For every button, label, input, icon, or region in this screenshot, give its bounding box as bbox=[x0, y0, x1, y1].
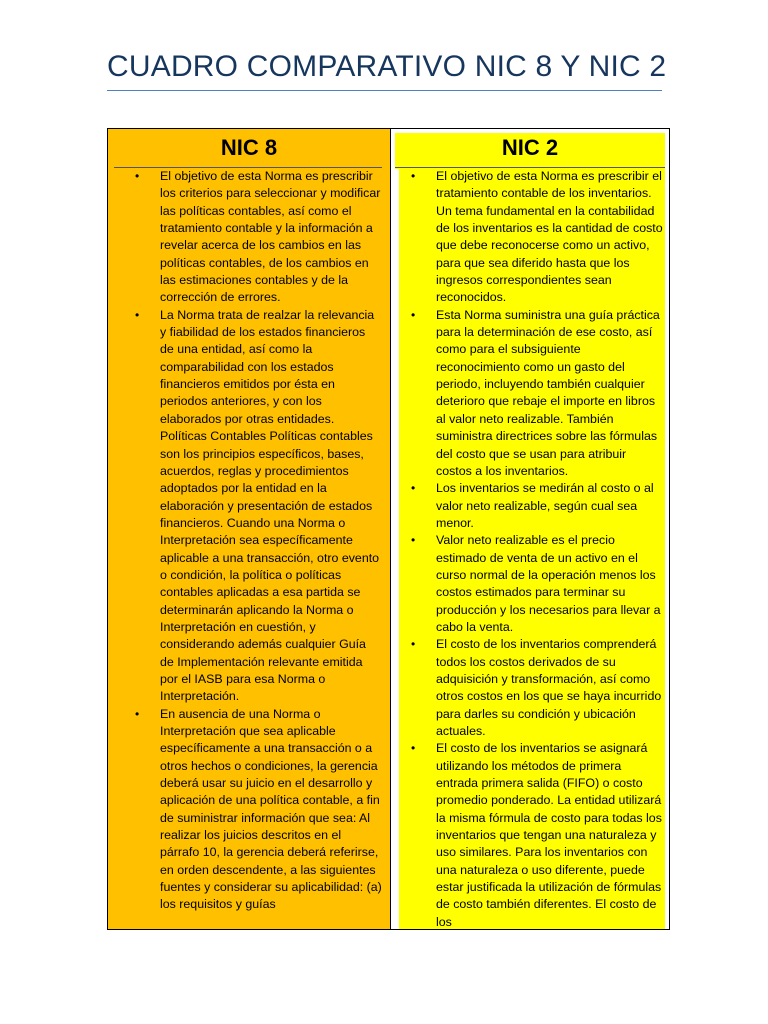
bullet-icon: • bbox=[411, 307, 416, 322]
list-item bbox=[135, 307, 382, 706]
list-item bbox=[411, 532, 663, 636]
bullet-icon: • bbox=[411, 741, 416, 756]
title-underline bbox=[107, 90, 662, 91]
list-item-text: Valor neto realizable es el precio estimado de venta de un activo en el curso normal de la operación menos los costos estimados para terminar su producción y los necesarios para llevar a cabo la venta. bbox=[436, 533, 661, 634]
nic8-header: NIC 8 bbox=[220, 135, 278, 160]
list-item-text: En ausencia de una Norma o Interpretación que sea aplicable específicamente a una transacción o a otros hechos o condiciones, la gerencia deberá usar su juicio en el desarrollo y aplicación de una política contable, a fin de suministrar información que sea: Al realizar los juicios descritos en el párrafo 10, la gerencia deberá referirse, en orden descendente, a las siguientes fuentes y considerar su aplicabilidad: (a) los requisitos y guías bbox=[160, 706, 382, 912]
list-item bbox=[411, 480, 663, 532]
nic2-header: NIC 2 bbox=[501, 135, 559, 160]
comparison-table bbox=[107, 128, 670, 930]
bullet-icon: • bbox=[411, 481, 416, 496]
list-item-text: El objetivo de esta Norma es prescribir los criterios para seleccionar y modificar las políticas contables, así como el tratamiento contable y la información a revelar acerca de los cambios en las políticas contables, de los cambios en las estimaciones contables y de la corrección de errores. bbox=[160, 169, 381, 305]
nic8-column bbox=[108, 129, 391, 929]
list-item bbox=[411, 740, 663, 929]
list-item-text: El costo de los inventarios comprenderá todos los costos derivados de su adquisición y transformación, así como otros costos en los que se haya incurrido para darles su condición y ubicación actuales. bbox=[436, 637, 662, 738]
list-item bbox=[411, 168, 663, 307]
list-item-text: La Norma trata de realzar la relevancia y fiabilidad de los estados financieros de una entidad, así como la comparabilidad con los estados financieros emitidos por ésta en periodos anteriores, y con los elaborados por otras entidades. Políticas Contables Políticas contables son los principios específicos, bases, acuerdos, reglas y procedimientos adoptados por la entidad en la elaboración y presentación de estados financieros. Cuando una Norma o Interpretación sea específicamente aplicable a una transacción, otro evento o condición, la política o políticas contables aplicadas a esa partida se determinarán aplicando la Norma o Interpretación en cuestión, y considerando además cualquier Guía de Implementación relevante emitida por el IASB para esa Norma o Interpretación. bbox=[160, 307, 380, 704]
list-item bbox=[411, 307, 663, 480]
list-item bbox=[135, 706, 382, 914]
list-item-text: El costo de los inventarios se asignará utilizando los métodos de primera entrada primera salida (FIFO) o costo promedio ponderado. La entidad utilizará la misma fórmula de costo para todas los inventarios que tengan una naturaleza y uso similares. Para los inventarios con una naturaleza o uso diferente, puede estar justificada la utilización de fórmulas de costo también diferentes. El costo de los bbox=[436, 741, 662, 929]
bullet-icon: • bbox=[135, 706, 140, 721]
nic2-column bbox=[391, 129, 669, 929]
bullet-icon: • bbox=[411, 533, 416, 548]
list-item-text: El objetivo de esta Norma es prescribir el tratamiento contable de los inventarios. Un tema fundamental en la contabilidad de los inventarios es la cantidad de costo que debe reconocerse como un activo, para que sea diferido hasta que los ingresos correspondientes sean reconocidos. bbox=[436, 169, 663, 305]
bullet-icon: • bbox=[135, 307, 140, 322]
list-item-text: Esta Norma suministra una guía práctica para la determinación de ese costo, así como para el subsiguiente reconocimiento como un gasto del periodo, incluyendo también cualquier deterioro que rebaje el importe en libros al valor neto realizable. También suministra directrices sobre las fórmulas del costo que se usan para atribuir costos a los inventarios. bbox=[436, 307, 660, 478]
nic8-list bbox=[108, 168, 390, 914]
list-item bbox=[135, 168, 382, 307]
list-item-text: Los inventarios se medirán al costo o al valor neto realizable, según cual sea menor. bbox=[436, 481, 654, 530]
page-title: CUADRO COMPARATIVO NIC 8 Y NIC 2 bbox=[107, 50, 667, 83]
bullet-icon: • bbox=[411, 169, 416, 183]
nic2-list bbox=[391, 168, 669, 929]
bullet-icon: • bbox=[135, 169, 140, 183]
list-item bbox=[411, 636, 663, 740]
bullet-icon: • bbox=[411, 637, 416, 652]
